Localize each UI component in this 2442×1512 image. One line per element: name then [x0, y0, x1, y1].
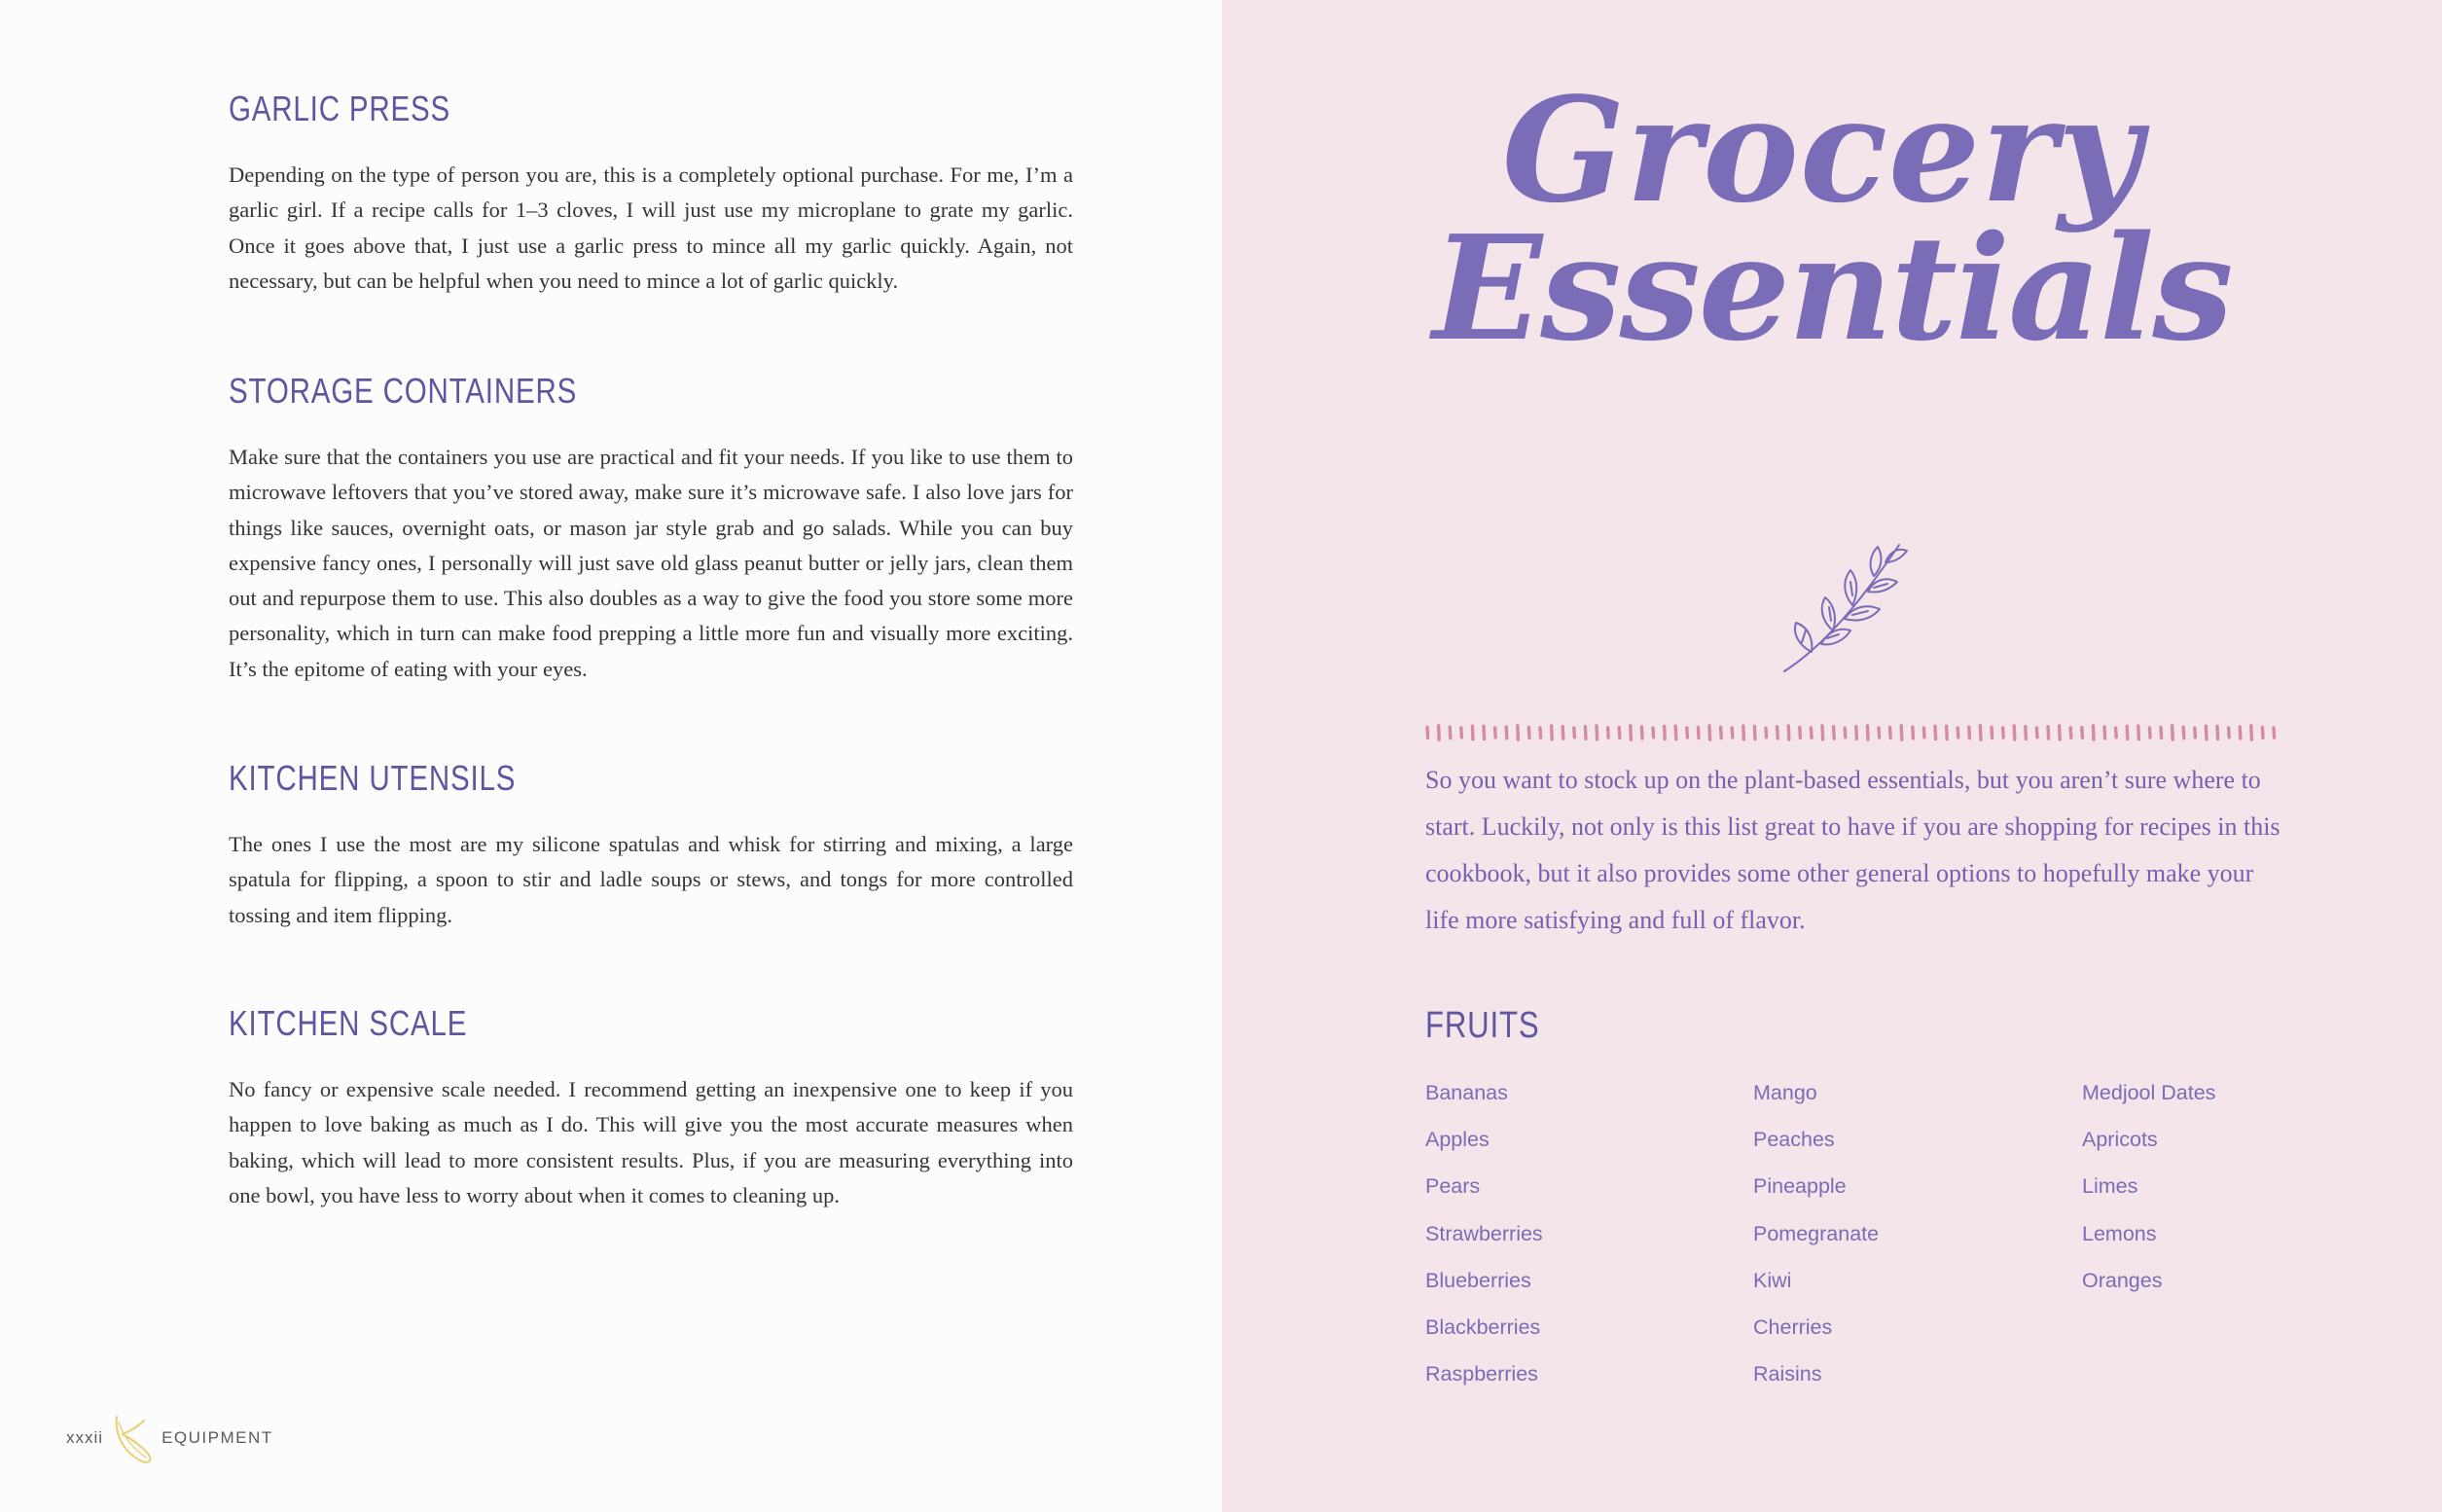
divider-tick — [2217, 726, 2218, 738]
page-number: xxxii — [66, 1428, 104, 1447]
list-item: Lemons — [2082, 1221, 2157, 1245]
section-heading: KITCHEN SCALE — [229, 1003, 468, 1043]
list-item: Kiwi — [1753, 1268, 1792, 1292]
divider-tick — [1732, 728, 1733, 738]
divider-tick — [2127, 727, 2128, 739]
divider-tick — [2251, 726, 2252, 739]
section-body: No fancy or expensive scale needed. I recommend getting an inexpensive one to keep if you happen to love baking as much as I do. This will give you the most accurate measures when baking, which will lead to more consistent results. Plus, if you are measuring everything into one bowl, you have less to worry about when it comes to cleaning up. — [229, 1077, 1073, 1207]
list-item: Raspberries — [1425, 1362, 1538, 1386]
divider-tick — [2093, 726, 2094, 739]
divider-tick — [2116, 728, 2117, 738]
list-item: Blackberries — [1425, 1314, 1541, 1339]
divider-tick — [2138, 726, 2139, 739]
divider-tick — [2036, 728, 2037, 738]
divider-tick — [1856, 727, 1857, 739]
list-item: Pineapple — [1753, 1174, 1847, 1199]
divider-tick — [1969, 727, 1970, 738]
section-label: EQUIPMENT — [162, 1428, 273, 1447]
section-heading: STORAGE CONTAINERS — [229, 371, 578, 411]
divider-tick — [2274, 728, 2275, 738]
divider-tick — [1665, 726, 1666, 738]
divider-tick — [1427, 727, 1428, 738]
intro-paragraph: So you want to stock up on the plant-based essentials, but you aren’t sure where to start. Luckily, not only is this list great to have if you are shopping for recipes in this cookbook, but it also provides some other general options to hopefully make your life more satisfying and full of flavor. — [1425, 766, 2280, 934]
page-folio — [66, 1409, 273, 1467]
divider-tick — [2161, 727, 2162, 738]
divider-tick — [1947, 726, 1948, 738]
divider-tick — [1709, 726, 1710, 739]
divider-tick — [1495, 728, 1496, 738]
divider-tick — [1935, 726, 1936, 738]
divider-tick — [1528, 728, 1529, 738]
fruit-list-column-3 — [2082, 1077, 2215, 1312]
leaf-icon — [109, 1409, 160, 1467]
divider-tick — [1641, 727, 1642, 738]
divider-tick — [1439, 726, 1440, 739]
divider-tick — [1766, 728, 1767, 738]
divider-tick — [1687, 728, 1688, 738]
list-item: Medjool Dates — [2082, 1081, 2216, 1104]
section-kitchen-scale — [229, 1004, 1073, 1213]
divider-tick — [2183, 727, 2184, 738]
divider-tick — [1506, 727, 1507, 738]
fruit-list-column-1 — [1425, 1077, 1543, 1405]
divider-tick — [2026, 727, 2027, 739]
divider-tick — [1675, 726, 1676, 739]
divider-tick — [1585, 727, 1586, 739]
divider-tick — [1574, 728, 1575, 738]
divider-tick — [1923, 728, 1924, 738]
decorative-divider — [1423, 722, 2285, 743]
divider-tick — [2104, 727, 2105, 738]
divider-tick — [1992, 728, 1993, 738]
divider-tick — [1653, 728, 1654, 738]
divider-tick — [1980, 726, 1981, 739]
list-item: Bananas — [1425, 1081, 1508, 1104]
list-item: Apricots — [2082, 1128, 2158, 1152]
divider-tick — [1484, 726, 1485, 738]
divider-tick — [2082, 728, 2083, 738]
divider-tick — [1879, 728, 1880, 738]
list-item: Oranges — [2082, 1268, 2163, 1292]
divider-tick — [2014, 726, 2015, 739]
list-item: Pomegranate — [1753, 1221, 1880, 1245]
section-heading: GARLIC PRESS — [229, 89, 451, 128]
list-item: Pears — [1425, 1174, 1481, 1199]
list-item: Blueberries — [1425, 1268, 1531, 1292]
section-body: The ones I use the most are my silicone spatulas and whisk for stirring and mixing, a large spatula for flipping, a spoon to stir and ladle soups or stews, and tongs for more controlled tossing and item flipping. — [229, 832, 1073, 927]
divider-tick — [2195, 728, 2196, 738]
divider-tick — [2229, 728, 2230, 738]
divider-tick — [1518, 726, 1519, 739]
list-item: Peaches — [1753, 1128, 1835, 1152]
section-storage-containers — [229, 372, 1073, 687]
divider-tick — [1957, 728, 1958, 738]
divider-tick — [1608, 728, 1609, 738]
fruit-list-column-2 — [1753, 1077, 1879, 1405]
list-item: Mango — [1753, 1081, 1817, 1104]
divider-tick — [2262, 728, 2263, 738]
divider-tick — [1822, 726, 1823, 739]
divider-tick — [1754, 726, 1755, 738]
list-item: Cherries — [1753, 1314, 1833, 1339]
list-item: Strawberries — [1425, 1221, 1543, 1245]
title-line-1: Grocery — [1501, 65, 2143, 234]
divider-tick — [1800, 728, 1801, 738]
fruits-heading: FRUITS — [1425, 1005, 1540, 1046]
divider-tick — [1901, 726, 1902, 739]
divider-tick — [1472, 726, 1473, 739]
divider-tick — [1597, 726, 1598, 739]
divider-tick — [1845, 728, 1846, 738]
herb-sprig-icon — [1773, 537, 1919, 678]
divider-tick — [1721, 727, 1722, 738]
list-item: Raisins — [1753, 1362, 1822, 1386]
section-garlic-press — [229, 90, 1073, 299]
divider-tick — [1540, 728, 1541, 738]
divider-tick — [2048, 727, 2049, 738]
divider-tick — [2003, 728, 2004, 738]
divider-tick — [2149, 728, 2150, 738]
section-body: Make sure that the containers you use are practical and fit your needs. If you like to use them to microwave leftovers that you’ve stored away, make sure it’s microwave safe. I also love jars for things like sauces, overnight oats, or mason jar style grab and go salads. While you can buy expensive fancy ones, I personally will just save old glass peanut butter or jelly jars, clean them out and repurpose them to use. This also doubles as a way to give the food you store some more personality, which in turn can make food prepping a little more fun and visually more exciting. It’s the epitome of eating with your eyes. — [229, 445, 1073, 681]
divider-tick — [1811, 728, 1812, 738]
divider-tick — [1698, 727, 1699, 738]
divider-tick — [1562, 727, 1563, 739]
divider-tick — [1631, 726, 1632, 739]
divider-tick — [1867, 726, 1868, 739]
divider-tick — [2240, 727, 2241, 738]
divider-tick — [1450, 727, 1451, 738]
divider-tick — [1890, 728, 1891, 738]
page-title — [1222, 65, 2442, 373]
divider-tick — [2060, 726, 2061, 739]
divider-tick — [1834, 727, 1835, 738]
divider-tick — [1743, 726, 1744, 739]
divider-tick — [1619, 728, 1620, 738]
divider-tick — [2070, 728, 2071, 738]
divider-tick — [2206, 726, 2207, 739]
section-heading: KITCHEN UTENSILS — [229, 758, 517, 798]
divider-tick — [1461, 728, 1462, 738]
list-item: Apples — [1425, 1128, 1490, 1152]
divider-tick — [1913, 727, 1914, 738]
list-item: Limes — [2082, 1174, 2138, 1199]
section-kitchen-utensils — [229, 759, 1073, 933]
divider-tick — [1552, 726, 1553, 739]
title-line-2: Essentials — [1432, 203, 2232, 373]
divider-tick — [1788, 726, 1789, 739]
section-body: Depending on the type of person you are, this is a completely optional purchase. For me, I’m a garlic girl. If a recipe calls for 1–3 cloves, I will just use my microplane to grate my garlic. Once it goes above that, I just use a garlic press to mince all my garlic quickly. Again, not necessary, but can be helpful when you need to mince a lot of garlic quickly. — [229, 162, 1073, 293]
